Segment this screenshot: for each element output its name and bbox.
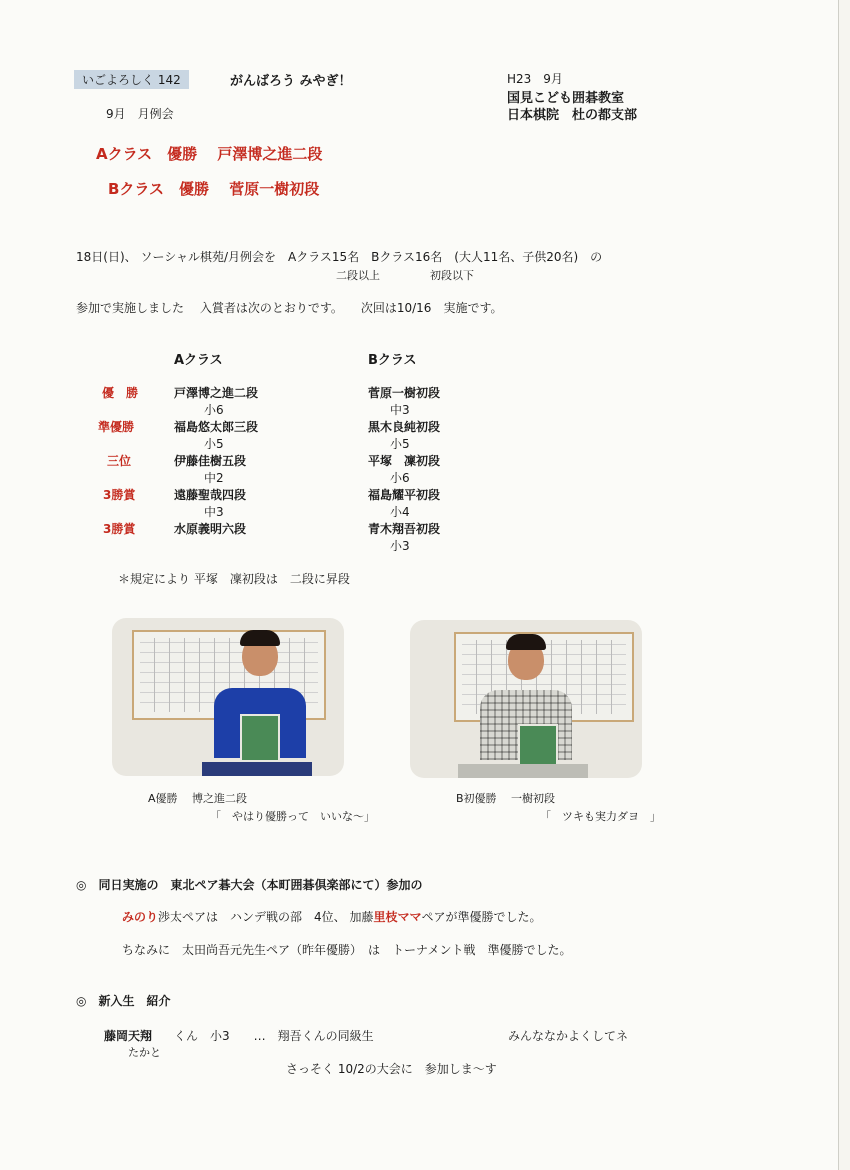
rank-label: 準優勝 xyxy=(98,420,135,434)
pair-go-line-2: ちなみに 太田尚吾元先生ペア（昨年優勝） は トーナメント戦 準優勝でした。 xyxy=(122,943,572,957)
b-class-name: 青木翔吾初段 xyxy=(368,522,441,536)
b-class-name: 福島耀平初段 xyxy=(368,488,441,502)
rank-label: 3勝賞 xyxy=(103,522,136,536)
b-class-grade: 小4 xyxy=(390,505,410,519)
b-class-winner: Bクラス 優勝 菅原一樹初段 xyxy=(108,180,320,198)
b-class-grade: 小3 xyxy=(390,539,410,553)
a-class-name: 水原義明六段 xyxy=(174,522,247,536)
photo-b-caption: B初優勝 一樹初段 xyxy=(456,792,556,805)
table xyxy=(202,762,312,776)
a-class-grade: 中3 xyxy=(204,505,224,519)
photo-b-class-winner xyxy=(410,620,642,778)
newcomer-info: くん 小3 … 翔吾くんの同級生 xyxy=(174,1029,374,1043)
newcomer-heading: ◎ 新入生 紹介 xyxy=(76,994,171,1008)
b-class-grade: 小6 xyxy=(390,471,410,485)
b-class-name: 黒木良純初段 xyxy=(368,420,441,434)
a-class-winner: Aクラス 優勝 戸澤博之進二段 xyxy=(96,145,323,163)
newcomer-name: 藤岡天翔 xyxy=(104,1029,153,1043)
a-class-grade: 小5 xyxy=(204,437,224,451)
issue-date: H23 9月 xyxy=(507,72,563,86)
photo-a-caption: A優勝 博之進二段 xyxy=(148,792,248,805)
rank-label: 三位 xyxy=(107,454,132,468)
newsletter-tag: いごよろしく 142 xyxy=(74,70,189,89)
slogan: がんばろう みやぎ！ xyxy=(230,74,352,89)
photo-a-class-winner xyxy=(112,618,344,776)
book xyxy=(240,714,280,762)
org-name-1: 国見こども囲碁教室 xyxy=(507,91,625,106)
b-class-name: 平塚 凜初段 xyxy=(368,454,441,468)
intro-line-1: 18日(日)、 ソーシャル棋苑/月例会を Aクラス15名 Bクラス16名 (大人11名、子供20名) の xyxy=(76,250,603,264)
photo-a-quote: 「 やはり優勝って いいな～」 xyxy=(210,810,375,823)
intro-line-2: 参加で実施しました 入賞者は次のとおりです。 次回は10/16 実施です。 xyxy=(76,301,503,315)
a-class-name: 遠藤聖哉四段 xyxy=(174,488,247,502)
a-class-grade: 小6 xyxy=(204,403,224,417)
b-class-grade: 中3 xyxy=(390,403,410,417)
b-class-header: Bクラス xyxy=(368,353,417,368)
b-class-note: 初段以下 xyxy=(430,269,474,282)
photo-b-quote: 「 ツキも実力ダヨ 」 xyxy=(540,810,661,823)
a-class-name: 戸澤博之進二段 xyxy=(174,386,259,400)
rank-label: 3勝賞 xyxy=(103,488,136,502)
page-subtitle: 9月 月例会 xyxy=(106,107,174,121)
newcomer-ruby: たかと xyxy=(128,1046,161,1059)
b-class-name: 菅原一樹初段 xyxy=(368,386,441,400)
pair-go-heading: ◎ 同日実施の 東北ペア碁大会（本町囲碁倶楽部にて）参加の xyxy=(76,878,423,892)
a-class-grade: 中2 xyxy=(204,471,224,485)
a-class-name: 福島悠太郎三段 xyxy=(174,420,259,434)
table xyxy=(458,764,588,778)
newcomer-line-2: さっそく 10/2の大会に 参加しま～す xyxy=(286,1062,497,1076)
a-class-header: Aクラス xyxy=(174,353,223,368)
promotion-note: ＊規定により 平塚 凜初段は 二段に昇段 xyxy=(118,572,350,586)
newcomer-comment: みんななかよくしてネ xyxy=(508,1029,629,1043)
a-class-note: 二段以上 xyxy=(336,269,380,282)
rank-label: 優 勝 xyxy=(102,386,139,400)
org-name-2: 日本棋院 杜の都支部 xyxy=(507,108,638,123)
b-class-grade: 小5 xyxy=(390,437,410,451)
a-class-name: 伊藤佳樹五段 xyxy=(174,454,247,468)
pair-go-line-1: みのり渉太ペアは ハンデ戦の部 4位、 加藤里枝ママペアが準優勝でした。 xyxy=(122,910,542,924)
